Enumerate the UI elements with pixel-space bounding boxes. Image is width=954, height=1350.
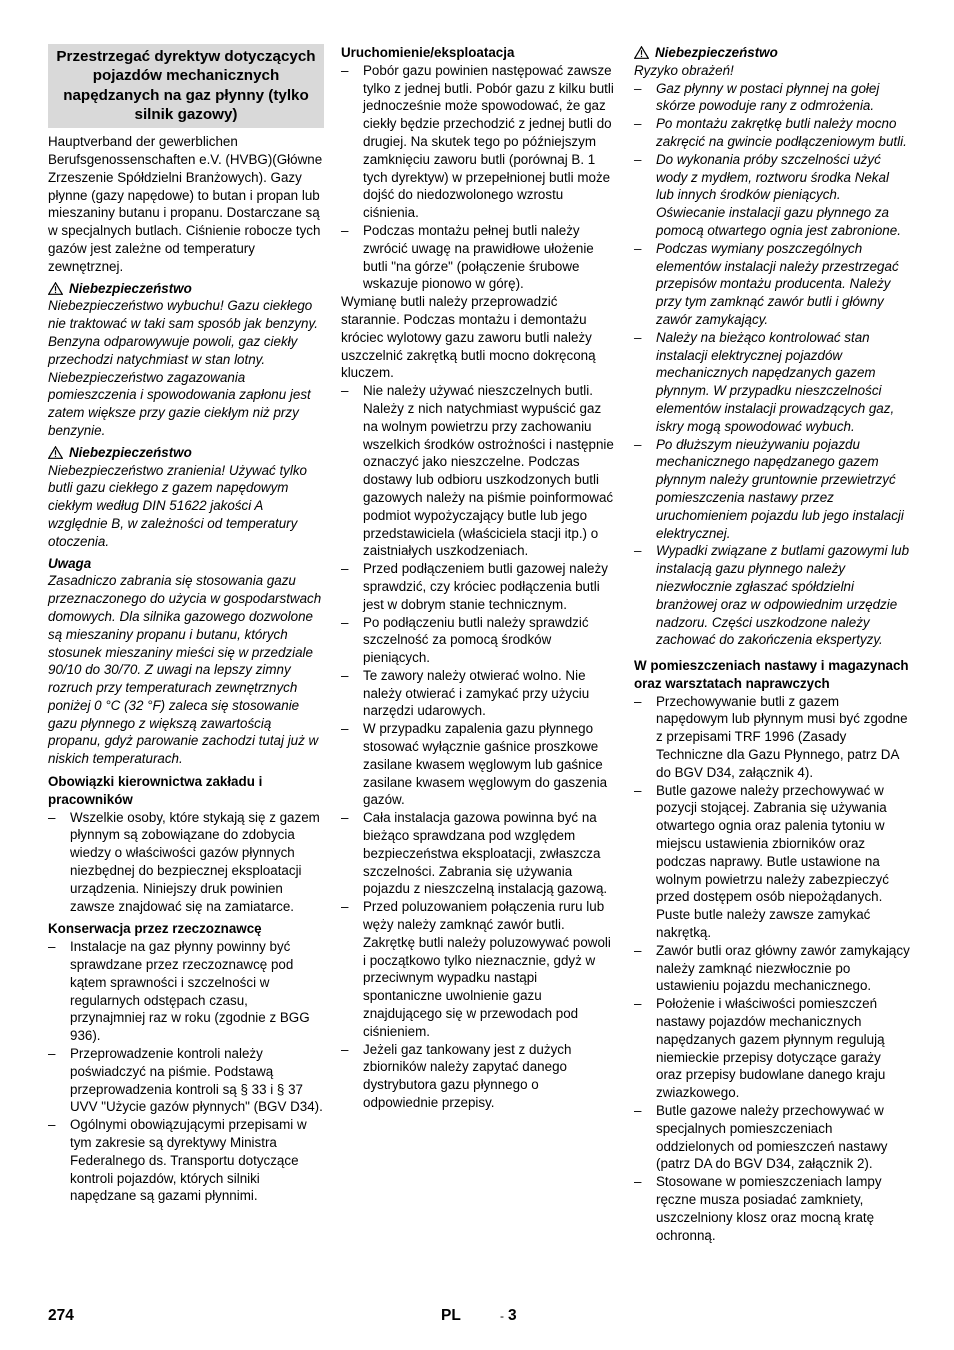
list-item: – Wszelkie osoby, które stykają się z gazem płynnym są zobowiązane do zdobycia wiedzy o właściwości gazów płynnych niezbędnej do bezpiecznej eksploatacji urządzenia. Niniejszy druk powinien zawsze znajdować się na zamiatarce. bbox=[48, 809, 324, 916]
danger-title: Niebezpieczeństwo bbox=[69, 444, 192, 460]
list-item: – Nie należy używać nieszczelnych butli. Należy z nich natychmiast wypuścić gaz na wolnym powietrzu przy zachowaniu wszelkich środków ostrożności i następnie oznaczyć jako nieszczelne. Podczas dostawy lub odbioru uszkodzonych butli gazowych należy na piśmie poinformować podmiot wypożyczający butle lub jego przedstawiciela (właściciela stacji itp.) o zaistniałych uszkodzeniach. bbox=[341, 382, 617, 560]
list-item: – Stosowane w pomieszczeniach lampy ręczne musza posiadać zamkniety, uszczelniony klosz oraz mocną kratę ochronną. bbox=[634, 1173, 910, 1244]
note-text: Zasadniczo zabrania się stosowania gazu przeznaczonego do użycia w gospodarstwach domowych. Dla silnika gazowego dozwolone są mieszaniny propanu i butanu, których stosunek mieszaniny mieści się w przedziale 90/10 do 30/70. Z uwagi na lepszy zimny rozruch przy temperaturach zewnętrznych poniżej 0 °C (32 °F) zaleca się stosowanie gazu płynnego z większą zawartością propanu, gdyż parowanie zachodzi tutaj już w niskich temperaturach. bbox=[48, 573, 322, 767]
list-item: – Instalacje na gaz płynny powinny być sprawdzane przez rzeczoznawcę pod kątem sprawności i szczelności w regularnych odstępach czasu, przynajmniej raz w roku (zgodnie z BGG 936). bbox=[48, 938, 324, 1045]
danger-title: Niebezpieczeństwo bbox=[655, 45, 778, 60]
list-item: – Jeżeli gaz tankowany jest z dużych zbiorników należy zapytać danego dystrybutora gazu płynnego o odpowiednie przepisy. bbox=[341, 1041, 617, 1112]
page-number: 274 bbox=[48, 1307, 74, 1324]
danger-title: Niebezpieczeństwo bbox=[69, 280, 192, 296]
list-item: – Po dłuższym nieużywaniu pojazdu mechanicznego napędzanego gazem płynnym należy gruntownie przewietrzyć pomieszczenia nastawy przez uruchomieniem pojazdu lub jego instalacji elektrycznej. bbox=[634, 436, 910, 543]
column-middle bbox=[341, 44, 617, 1112]
section-title: Przestrzegać dyrektyw dotyczących pojazdów mechanicznych napędzanych na gaz płynny (tylko silnik gazowy) bbox=[48, 44, 324, 128]
warning-triangle-icon bbox=[48, 446, 63, 459]
list-item: – Położenie i właściwości pomieszczeń nastawy pojazdów mechanicznych napędzanych gazem płynnym regulują niemieckie przepisy dotyczące garaży oraz przepisy budowlane danego kraju zwiazkowego. bbox=[634, 995, 910, 1102]
operation-list bbox=[341, 62, 617, 293]
exchange-paragraph: Wymianę butli należy przeprowadzić starannie. Podczas montażu i demontażu króciec wylotowy gazu zaworu butli należy uszczelnić zakrętką butli mocno dokręconą kluczem. bbox=[341, 294, 596, 381]
list-item: – Cała instalacja gazowa powinna być na bieżąco sprawdzana pod względem bezpieczeństwa eksploatacji, zwłaszcza szczelności. Zabrania się używania pojazdu z nieszczelną instalacją gazową. bbox=[341, 809, 617, 898]
list-item: – Podczas wymiany poszczególnych elementów instalacji należy przestrzegać przepisów montażu producenta. Należy przy tym zamknąć zawór butli i główny zawór zamykający. bbox=[634, 240, 910, 329]
list-item: – Przeprowadzenie kontroli należy poświadczyć na piśmie. Podstawą przeprowadzenia kontroli są § 33 i § 37 UVV "Użycie gazów płynnych" (BGV D34). bbox=[48, 1045, 324, 1116]
list-item: – Wypadki związane z butlami gazowymi lub instalacją gazu płynnego należy niezwłocznie zgłaszać spółdzielni branżowej oraz w odpowiednim urzędzie nadzoru. Części uszkodzone należy zachować do zakończenia ekspertyzy. bbox=[634, 542, 910, 649]
note-title: Uwaga bbox=[48, 555, 92, 571]
list-item: – Podczas montażu pełnej butli należy zwrócić uwagę na prawidłowe ułożenie butli "na górze" (połączenie śrubowe wskazuje pionowo w górę). bbox=[341, 222, 617, 293]
operation-heading: Uruchomienie/eksploatacja bbox=[341, 45, 515, 60]
list-item: – Te zawory należy otwierać wolno. Nie należy otwierać i zamykać przy użyciu narzędzi udarowych. bbox=[341, 667, 617, 720]
column-right bbox=[634, 44, 910, 1244]
list-item: – Butle gazowe należy przechowywać w specjalnych pomieszczeniach oddzielonych od pomieszczeń nastawy (patrz DA do BGV D34, załącznik 2). bbox=[634, 1102, 910, 1173]
warning-triangle-icon bbox=[48, 282, 63, 295]
danger-subtitle: Ryzyko obrażeń! bbox=[634, 62, 734, 78]
intro-paragraph: Hauptverband der gewerblichen Berufsgenossenschaften e.V. (HVBG)(Główne Zrzeszenie Spółdzielni Branżowych). Gazy płynne (gazy napędowe) to butan i propan lub mieszaniny butanu i propanu. Dostarczane są w specjalnych butlach. Ciśnienie robocze tych gazów jest zależne od temperatury zewnętrznej. bbox=[48, 134, 323, 274]
footer-dash: - bbox=[500, 1309, 504, 1323]
danger-text: Niebezpieczeństwo zranienia! Używać tylko butli gazu ciekłego z gazem napędowym ciekłym według DIN 51622 jakości A względnie B, w zależności od temperatury otoczenia. bbox=[48, 462, 307, 549]
list-item: – Przechowywanie butli z gazem napędowym lub płynnym musi być zgodne z przepisami TRF 1996 (Zasady Techniczne dla Gazu Płynnego, patrz DA do BGV D34, załącznik 4). bbox=[634, 693, 910, 782]
list-item: – W przypadku zapalenia gazu płynnego stosować wyłącznie gaśnice proszkowe zasilane kwasem węglowym lub gaśnice zasilane kwasem węglowym do gaszenia gazów. bbox=[341, 720, 617, 809]
duties-heading: Obowiązki kierownictwa zakładu i pracowników bbox=[48, 774, 263, 807]
section-value: 3 bbox=[508, 1307, 517, 1324]
list-item: – Do wykonania próby szczelności użyć wody z mydłem, roztworu środka Nekal lub innych środków pieniących. Oświecanie instalacji gazu płynnego za pomocą otwartego ognia jest zabronione. bbox=[634, 151, 910, 240]
danger-heading bbox=[48, 280, 324, 298]
danger-heading bbox=[48, 444, 324, 462]
list-item: – Po podłączeniu butli należy sprawdzić szczelność za pomocą środków pieniących. bbox=[341, 614, 617, 667]
section-number bbox=[500, 1307, 517, 1325]
warning-triangle-icon bbox=[634, 46, 649, 59]
danger-heading bbox=[634, 44, 910, 62]
list-item: – Należy na bieżąco kontrolować stan instalacji elektrycznej pojazdów mechanicznych napędzanych gazem płynnym. W przypadku nieszczelności elementów instalacji prowadzących gaz, iskry mogą spowodować wybuch. bbox=[634, 329, 910, 436]
rooms-list bbox=[634, 693, 910, 1245]
list-item: – Po montażu zakrętkę butli należy mocno zakręcić na gwincie podłączeniowym butli. bbox=[634, 115, 910, 151]
maintenance-heading: Konserwacja przez rzeczoznawcę bbox=[48, 921, 262, 937]
list-item: – Pobór gazu powinien następować zawsze tylko z jednej butli. Pobór gazu z kilku butli jednocześnie może spowodować, że gaz ciekły będzie przechodzić z jednej butli do drugiej. Na skutek tego po późniejszym zamknięciu zaworu butli (porównaj B. 1 tych dyrektyw) w przepełnionej butli może dojść do niedozwolonego wzrostu ciśnienia. bbox=[341, 62, 617, 222]
language-code: PL bbox=[441, 1307, 461, 1324]
column-left bbox=[48, 44, 324, 1205]
list-item: – Ogólnymi obowiązującymi przepisami w tym zakresie są dyrektywy Ministra Federalnego ds. Transportu dotyczące kontroli pojazdów, których silniki napędzane są gazami płynnimi. bbox=[48, 1116, 324, 1205]
list-item: – Przed poluzowaniem połączenia ruru lub węży należy zamknąć zawór butli. Zakrętkę butli należy poluzowywać powoli i początkowo tylko nieznacznie, gdyż w przeciwnym wypadku nastąpi spontaniczne uwolnienie gazu znajdującego się w przewodach pod ciśnieniem. bbox=[341, 898, 617, 1040]
maintenance-list bbox=[48, 938, 324, 1205]
danger-text: Niebezpieczeństwo wybuchu! Gazu ciekłego nie traktować w taki sam sposób jak benzyny. Benzyna odparowywuje powoli, gaz ciekły przechodzi natychmiast w stan lotny. Niebezpieczeństwo zagazowania pomieszczenia i spowodowania zapłonu jest zatem większe przy gazie ciekłym niż przy benzynie. bbox=[48, 298, 318, 438]
list-item: – Zawór butli oraz główny zawór zamykający należy zamknąć niezwłocznie po ustawieniu pojazdu mechanicznego. bbox=[634, 942, 910, 995]
danger-list bbox=[634, 80, 910, 650]
rooms-heading: W pomieszczeniach nastawy i magazynach oraz warsztatach naprawczych bbox=[634, 658, 909, 691]
duties-list bbox=[48, 809, 324, 916]
list-item: – Gaz płynny w postaci płynnej na gołej skórze powoduje rany z odmrożenia. bbox=[634, 80, 910, 116]
safety-list bbox=[341, 382, 617, 1112]
list-item: – Przed podłączeniem butli gazowej należy sprawdzić, czy króciec podłączenia butli jest w dobrym stanie technicznym. bbox=[341, 560, 617, 613]
list-item: – Butle gazowe należy przechowywać w pozycji stojącej. Zabrania się używania otwartego ognia oraz palenia tytoniu w miejscu ustawienia zbiorników oraz podczas naprawy. Butle ustawione na wolnym powietrzu należy zabezpieczyć przed dostępem osób niepożądanych. Puste butle należy zawsze zamykać nakrętką. bbox=[634, 782, 910, 942]
